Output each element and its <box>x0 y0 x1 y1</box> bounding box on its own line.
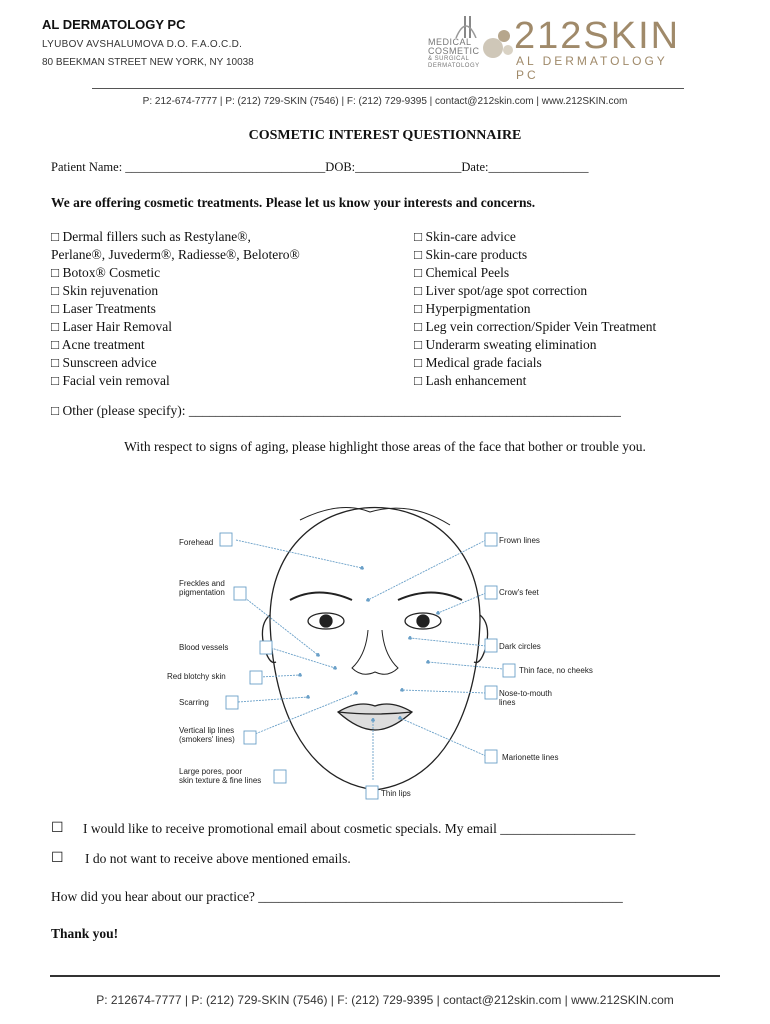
label-vertical-lip: Vertical lip lines (smokers' lines) <box>179 726 235 744</box>
label-thin-lips: Thin lips <box>381 789 411 798</box>
thin-lips-checkbox <box>366 786 378 799</box>
frown-checkbox <box>485 533 497 546</box>
option-botox[interactable]: □ Botox® Cosmetic <box>51 265 161 280</box>
crows-checkbox <box>485 586 497 599</box>
marionette-checkbox <box>485 750 497 763</box>
option-laser-treatments[interactable]: □ Laser Treatments <box>51 301 156 316</box>
label-freckles: Freckles and pigmentation <box>179 579 225 597</box>
option-leg-vein[interactable]: □ Leg vein correction/Spider Vein Treatment <box>414 319 657 334</box>
promo-email-checkbox[interactable]: ☐ <box>51 821 64 836</box>
option-lash-enhancement[interactable]: □ Lash enhancement <box>414 373 527 388</box>
patient-info-line[interactable]: Patient Name: ________________________________DOB:_________________Date:________________ <box>51 160 589 174</box>
option-acne-treatment[interactable]: □ Acne treatment <box>51 337 145 352</box>
label-frown: Frown lines <box>499 536 540 545</box>
doctor-name: LYUBOV AVSHALUMOVA D.O. F.A.O.C.D. <box>42 39 243 50</box>
vertical-lip-checkbox <box>244 731 256 744</box>
pores-checkbox <box>274 770 286 783</box>
logo <box>428 14 688 82</box>
label-scarring: Scarring <box>179 698 209 707</box>
clinic-address: 80 BEEKMAN STREET NEW YORK, NY 10038 <box>42 57 254 68</box>
logo-cosmetic: COSMETIC <box>428 46 480 56</box>
logo-surgical: & SURGICAL <box>428 56 470 62</box>
option-sunscreen-advice[interactable]: □ Sunscreen advice <box>51 355 157 370</box>
promo-email-text: I would like to receive promotional email about cosmetic specials. My email ____________________ <box>83 821 636 836</box>
red-blotchy-checkbox <box>250 671 262 684</box>
option-dermal-fillers-brands: Perlane®, Juvederm®, Radiesse®, Belotero® <box>51 247 300 262</box>
logo-medical: MEDICAL <box>428 37 472 47</box>
footer-divider <box>50 975 720 977</box>
brand-subtitle: AL DERMATOLOGY PC <box>516 54 668 82</box>
option-skin-care-advice[interactable]: □ Skin-care advice <box>414 229 516 244</box>
option-liver-spot[interactable]: □ Liver spot/age spot correction <box>414 283 588 298</box>
nose-mouth-checkbox <box>485 686 497 699</box>
brand-name: 212SKIN <box>514 15 681 57</box>
option-hyperpigmentation[interactable]: □ Hyperpigmentation <box>414 301 531 316</box>
label-crows: Crow's feet <box>499 588 539 597</box>
blood-vessels-checkbox <box>260 641 272 654</box>
forehead-checkbox <box>220 533 232 546</box>
footer-contact: P: 212674-7777 | P: (212) 729-SKIN (7546) | F: (212) 729-9395 | contact@212skin.com | www.212SKIN.com <box>96 993 674 1007</box>
label-thin-face: Thin face, no cheeks <box>519 666 593 675</box>
logo-derm: DERMATOLOGY <box>428 63 480 69</box>
header-divider <box>92 88 684 89</box>
label-red-blotchy: Red blotchy skin <box>167 672 226 681</box>
label-dark-circles: Dark circles <box>499 642 541 651</box>
freckles-checkbox <box>234 587 246 600</box>
clinic-name: AL DERMATOLOGY PC <box>42 17 186 32</box>
left-options <box>51 228 300 390</box>
offer-heading: We are offering cosmetic treatments. Please let us know your interests and concerns. <box>51 195 536 210</box>
face-diagram <box>0 460 770 805</box>
other-specify-field[interactable]: □ Other (please specify): ________________________________________________________________ <box>51 403 621 418</box>
option-medical-facials[interactable]: □ Medical grade facials <box>414 355 542 370</box>
scarring-checkbox <box>226 696 238 709</box>
thin-face-checkbox <box>503 664 515 677</box>
thank-you: Thank you! <box>51 926 119 941</box>
right-options <box>414 228 656 390</box>
option-underarm-sweating[interactable]: □ Underarm sweating elimination <box>414 337 597 352</box>
label-blood-vessels: Blood vessels <box>179 643 229 652</box>
label-marionette: Marionette lines <box>502 753 559 762</box>
no-email-checkbox[interactable]: ☐ <box>51 851 64 866</box>
label-pores: Large pores, poor skin texture & fine lines <box>179 767 262 785</box>
option-chemical-peels[interactable]: □ Chemical Peels <box>414 265 510 280</box>
option-facial-vein-removal[interactable]: □ Facial vein removal <box>51 373 170 388</box>
option-skin-care-products[interactable]: □ Skin-care products <box>414 247 528 262</box>
referral-question[interactable]: How did you hear about our practice? ______________________________________________________ <box>51 889 623 904</box>
option-laser-hair-removal[interactable]: □ Laser Hair Removal <box>51 319 172 334</box>
option-dermal-fillers[interactable]: □ Dermal fillers such as Restylane®, <box>51 229 251 244</box>
label-forehead: Forehead <box>179 538 214 547</box>
label-nose-mouth: Nose-to-mouth lines <box>499 689 552 707</box>
no-email-text: I do not want to receive above mentioned emails. <box>85 851 351 866</box>
header-contact: P: 212-674-7777 | P: (212) 729-SKIN (7546) | F: (212) 729-9395 | contact@212skin.com | www.212SKIN.com <box>142 96 628 107</box>
aging-instructions: With respect to signs of aging, please highlight those areas of the face that bother or trouble you. <box>124 439 646 454</box>
dark-circles-checkbox <box>485 639 497 652</box>
option-skin-rejuvenation[interactable]: □ Skin rejuvenation <box>51 283 159 298</box>
form-title: COSMETIC INTEREST QUESTIONNAIRE <box>248 128 522 143</box>
